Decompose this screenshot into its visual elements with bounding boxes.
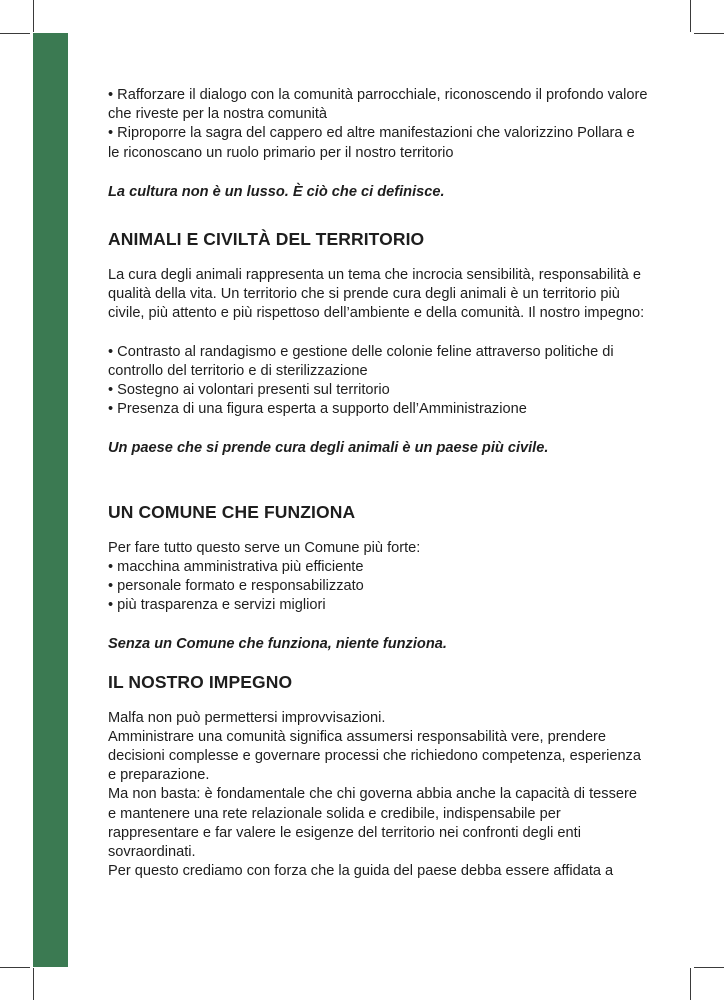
- section-heading-impegno: IL NOSTRO IMPEGNO: [108, 671, 293, 692]
- crop-mark: [690, 968, 691, 1000]
- section-heading-comune: UN COMUNE CHE FUNZIONA: [108, 501, 356, 522]
- side-color-bar: [33, 33, 68, 967]
- bullet-item: • Rafforzare il dialogo con la comunità parrocchiale, riconoscendo il profondo valore che riveste per la nostra comunità: [108, 87, 648, 123]
- crop-mark: [33, 968, 34, 1000]
- bullet-item: • Presenza di una figura esperta a supporto dell’Amministrazione: [108, 401, 527, 418]
- bullet-item: • Contrasto al randagismo e gestione delle colonie feline attraverso politiche di controllo del territorio e di sterilizzazione: [108, 343, 614, 379]
- crop-mark: [690, 0, 691, 32]
- impegno-paragraph: Per questo crediamo con forza che la guida del paese debba essere affidata a: [108, 863, 614, 880]
- crop-mark: [694, 33, 724, 34]
- impegno-paragraph: Malfa non può permettersi improvvisazioni.: [108, 709, 386, 726]
- crop-mark: [33, 0, 34, 32]
- comune-intro: Per fare tutto questo serve un Comune più forte:: [108, 539, 421, 556]
- bullet-item: • macchina amministrativa più efficiente: [108, 558, 364, 575]
- animals-paragraph: La cura degli animali rappresenta un tema che incrocia sensibilità, responsabilità e qualità della vita. Un territorio che si prende cura degli animali è un territorio più civile, più attento e più rispettoso dell’ambiente e della comunità. Il nostro impegno:: [108, 267, 645, 322]
- crop-mark: [694, 967, 724, 968]
- bullet-item: • personale formato e responsabilizzato: [108, 578, 364, 595]
- impegno-paragraph: Amministrare una comunità significa assumersi responsabilità vere, prendere decisioni complesse e governare processi che richiedono competenza, esperienza e preparazione.: [108, 728, 641, 784]
- section-heading-animali: ANIMALI E CIVILTÀ DEL TERRITORIO: [108, 229, 425, 250]
- bullet-item: • Sostegno ai volontari presenti sul territorio: [108, 382, 390, 399]
- bullet-item: • Riproporre la sagra del cappero ed altre manifestazioni che valorizzino Pollara e le riconoscano un ruolo primario per il nostro territorio: [108, 125, 635, 161]
- animals-motto: Un paese che si prende cura degli animali è un paese più civile.: [108, 440, 549, 457]
- culture-motto: La cultura non è un lusso. È ciò che ci definisce.: [108, 183, 445, 200]
- crop-mark: [0, 967, 30, 968]
- comune-motto: Senza un Comune che funziona, niente funziona.: [108, 636, 447, 653]
- crop-mark: [0, 33, 30, 34]
- page-content: [108, 86, 648, 881]
- bullet-item: • più trasparenza e servizi migliori: [108, 597, 326, 614]
- impegno-paragraph: Ma non basta: è fondamentale che chi governa abbia anche la capacità di tessere e mantenere una rete relazionale solida e credibile, indispensabile per rappresentare e far valere le esigenze del territorio nei confronti degli enti sovraordinati.: [108, 786, 637, 861]
